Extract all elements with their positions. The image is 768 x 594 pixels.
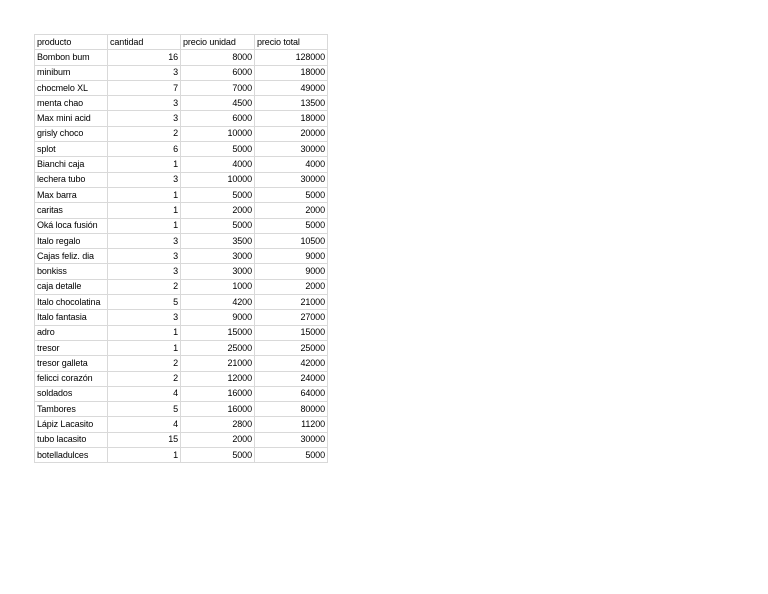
table-row	[35, 402, 328, 417]
cell-cantidad[interactable]: 1	[108, 448, 181, 463]
cell-cantidad[interactable]: 3	[108, 249, 181, 264]
cell-cantidad[interactable]: 1	[108, 218, 181, 233]
cell-producto[interactable]: caja detalle	[35, 279, 108, 294]
cell-precio-total[interactable]: 24000	[255, 371, 328, 386]
cell-precio-unidad[interactable]: 5000	[181, 142, 255, 157]
cell-producto[interactable]: Cajas feliz. dia	[35, 249, 108, 264]
table-row	[35, 371, 328, 386]
table-row	[35, 448, 328, 463]
cell-cantidad[interactable]: 3	[108, 264, 181, 279]
table-row	[35, 249, 328, 264]
cell-precio-total[interactable]: 30000	[255, 172, 328, 187]
cell-cantidad[interactable]: 1	[108, 187, 181, 202]
table-row	[35, 96, 328, 111]
table-row	[35, 218, 328, 233]
cell-precio-unidad[interactable]: 4000	[181, 157, 255, 172]
cell-precio-total[interactable]: 5000	[255, 218, 328, 233]
cell-precio-unidad[interactable]: 25000	[181, 340, 255, 355]
cell-precio-total[interactable]: 30000	[255, 142, 328, 157]
header-precio-total[interactable]: precio total	[255, 35, 328, 50]
table-row	[35, 310, 328, 325]
cell-producto[interactable]: Italo chocolatina	[35, 295, 108, 310]
cell-precio-total[interactable]: 5000	[255, 448, 328, 463]
cell-cantidad[interactable]: 2	[108, 126, 181, 141]
cell-producto[interactable]: lechera tubo	[35, 172, 108, 187]
cell-cantidad[interactable]: 3	[108, 172, 181, 187]
cell-cantidad[interactable]: 3	[108, 111, 181, 126]
table-body	[35, 50, 328, 463]
cell-precio-total[interactable]: 11200	[255, 417, 328, 432]
cell-producto[interactable]: botelladulces	[35, 448, 108, 463]
cell-precio-unidad[interactable]: 3500	[181, 233, 255, 248]
cell-precio-total[interactable]: 30000	[255, 432, 328, 447]
cell-precio-total[interactable]: 9000	[255, 249, 328, 264]
cell-precio-unidad[interactable]: 7000	[181, 80, 255, 95]
cell-precio-total[interactable]: 18000	[255, 111, 328, 126]
header-precio-unidad[interactable]: precio unidad	[181, 35, 255, 50]
cell-precio-total[interactable]: 9000	[255, 264, 328, 279]
cell-producto[interactable]: Bianchi caja	[35, 157, 108, 172]
cell-precio-unidad[interactable]: 6000	[181, 111, 255, 126]
cell-producto[interactable]: Italo regalo	[35, 233, 108, 248]
cell-cantidad[interactable]: 15	[108, 432, 181, 447]
spreadsheet-sheet	[34, 34, 328, 463]
cell-cantidad[interactable]: 4	[108, 417, 181, 432]
table-row	[35, 295, 328, 310]
cell-precio-unidad[interactable]: 5000	[181, 187, 255, 202]
cell-producto[interactable]: Lápiz Lacasito	[35, 417, 108, 432]
cell-precio-unidad[interactable]: 2000	[181, 432, 255, 447]
cell-producto[interactable]: bonkiss	[35, 264, 108, 279]
cell-producto[interactable]: splot	[35, 142, 108, 157]
cell-precio-unidad[interactable]: 9000	[181, 310, 255, 325]
cell-cantidad[interactable]: 5	[108, 402, 181, 417]
cell-precio-unidad[interactable]: 2800	[181, 417, 255, 432]
cell-precio-unidad[interactable]: 16000	[181, 402, 255, 417]
table-row	[35, 142, 328, 157]
table-row	[35, 340, 328, 355]
cell-precio-total[interactable]: 64000	[255, 386, 328, 401]
cell-precio-total[interactable]: 25000	[255, 340, 328, 355]
table-row	[35, 187, 328, 202]
cell-precio-unidad[interactable]: 15000	[181, 325, 255, 340]
cell-cantidad[interactable]: 1	[108, 203, 181, 218]
cell-producto[interactable]: Max barra	[35, 187, 108, 202]
cell-precio-unidad[interactable]: 10000	[181, 126, 255, 141]
cell-precio-unidad[interactable]: 2000	[181, 203, 255, 218]
cell-producto[interactable]: menta chao	[35, 96, 108, 111]
cell-producto[interactable]: Bombon bum	[35, 50, 108, 65]
cell-precio-unidad[interactable]: 16000	[181, 386, 255, 401]
table-row	[35, 203, 328, 218]
cell-precio-total[interactable]: 21000	[255, 295, 328, 310]
cell-producto[interactable]: Oká loca fusión	[35, 218, 108, 233]
cell-cantidad[interactable]: 7	[108, 80, 181, 95]
table-row	[35, 386, 328, 401]
cell-precio-unidad[interactable]: 5000	[181, 448, 255, 463]
cell-precio-total[interactable]: 5000	[255, 187, 328, 202]
table-row	[35, 111, 328, 126]
cell-producto[interactable]: adro	[35, 325, 108, 340]
cell-precio-unidad[interactable]: 4500	[181, 96, 255, 111]
header-row	[35, 35, 328, 50]
table-row	[35, 157, 328, 172]
cell-precio-unidad[interactable]: 21000	[181, 356, 255, 371]
cell-precio-unidad[interactable]: 1000	[181, 279, 255, 294]
cell-precio-unidad[interactable]: 6000	[181, 65, 255, 80]
cell-producto[interactable]: tresor	[35, 340, 108, 355]
cell-precio-unidad[interactable]: 10000	[181, 172, 255, 187]
cell-precio-unidad[interactable]: 4200	[181, 295, 255, 310]
cell-precio-total[interactable]: 4000	[255, 157, 328, 172]
cell-producto[interactable]: tresor galleta	[35, 356, 108, 371]
cell-cantidad[interactable]: 3	[108, 233, 181, 248]
cell-precio-total[interactable]: 20000	[255, 126, 328, 141]
cell-precio-total[interactable]: 27000	[255, 310, 328, 325]
header-cantidad[interactable]: cantidad	[108, 35, 181, 50]
cell-precio-unidad[interactable]: 12000	[181, 371, 255, 386]
cell-precio-total[interactable]: 42000	[255, 356, 328, 371]
product-table	[34, 34, 328, 463]
cell-cantidad[interactable]: 3	[108, 310, 181, 325]
cell-producto[interactable]: Max mini acid	[35, 111, 108, 126]
table-row	[35, 126, 328, 141]
cell-producto[interactable]: caritas	[35, 203, 108, 218]
cell-producto[interactable]: Italo fantasia	[35, 310, 108, 325]
cell-producto[interactable]: soldados	[35, 386, 108, 401]
cell-cantidad[interactable]: 2	[108, 371, 181, 386]
cell-producto[interactable]: minibum	[35, 65, 108, 80]
table-row	[35, 356, 328, 371]
cell-cantidad[interactable]: 1	[108, 157, 181, 172]
cell-cantidad[interactable]: 2	[108, 279, 181, 294]
cell-precio-total[interactable]: 2000	[255, 203, 328, 218]
cell-cantidad[interactable]: 2	[108, 356, 181, 371]
cell-producto[interactable]: felicci corazón	[35, 371, 108, 386]
cell-cantidad[interactable]: 1	[108, 340, 181, 355]
table-row	[35, 233, 328, 248]
table-row	[35, 279, 328, 294]
cell-cantidad[interactable]: 3	[108, 96, 181, 111]
table-row	[35, 417, 328, 432]
table-row	[35, 325, 328, 340]
cell-precio-unidad[interactable]: 3000	[181, 249, 255, 264]
table-row	[35, 65, 328, 80]
cell-producto[interactable]: tubo lacasito	[35, 432, 108, 447]
table-row	[35, 264, 328, 279]
cell-precio-total[interactable]: 13500	[255, 96, 328, 111]
cell-cantidad[interactable]: 16	[108, 50, 181, 65]
cell-cantidad[interactable]: 1	[108, 325, 181, 340]
table-row	[35, 432, 328, 447]
cell-precio-unidad[interactable]: 3000	[181, 264, 255, 279]
cell-precio-total[interactable]: 128000	[255, 50, 328, 65]
cell-precio-total[interactable]: 18000	[255, 65, 328, 80]
cell-precio-total[interactable]: 80000	[255, 402, 328, 417]
cell-producto[interactable]: chocmelo XL	[35, 80, 108, 95]
header-producto[interactable]: producto	[35, 35, 108, 50]
cell-precio-total[interactable]: 2000	[255, 279, 328, 294]
cell-precio-total[interactable]: 49000	[255, 80, 328, 95]
table-row	[35, 50, 328, 65]
cell-cantidad[interactable]: 4	[108, 386, 181, 401]
table-row	[35, 80, 328, 95]
cell-producto[interactable]: grisly choco	[35, 126, 108, 141]
cell-precio-unidad[interactable]: 5000	[181, 218, 255, 233]
cell-precio-total[interactable]: 15000	[255, 325, 328, 340]
table-row	[35, 172, 328, 187]
cell-precio-total[interactable]: 10500	[255, 233, 328, 248]
cell-cantidad[interactable]: 3	[108, 65, 181, 80]
cell-precio-unidad[interactable]: 8000	[181, 50, 255, 65]
cell-producto[interactable]: Tambores	[35, 402, 108, 417]
cell-cantidad[interactable]: 5	[108, 295, 181, 310]
cell-cantidad[interactable]: 6	[108, 142, 181, 157]
